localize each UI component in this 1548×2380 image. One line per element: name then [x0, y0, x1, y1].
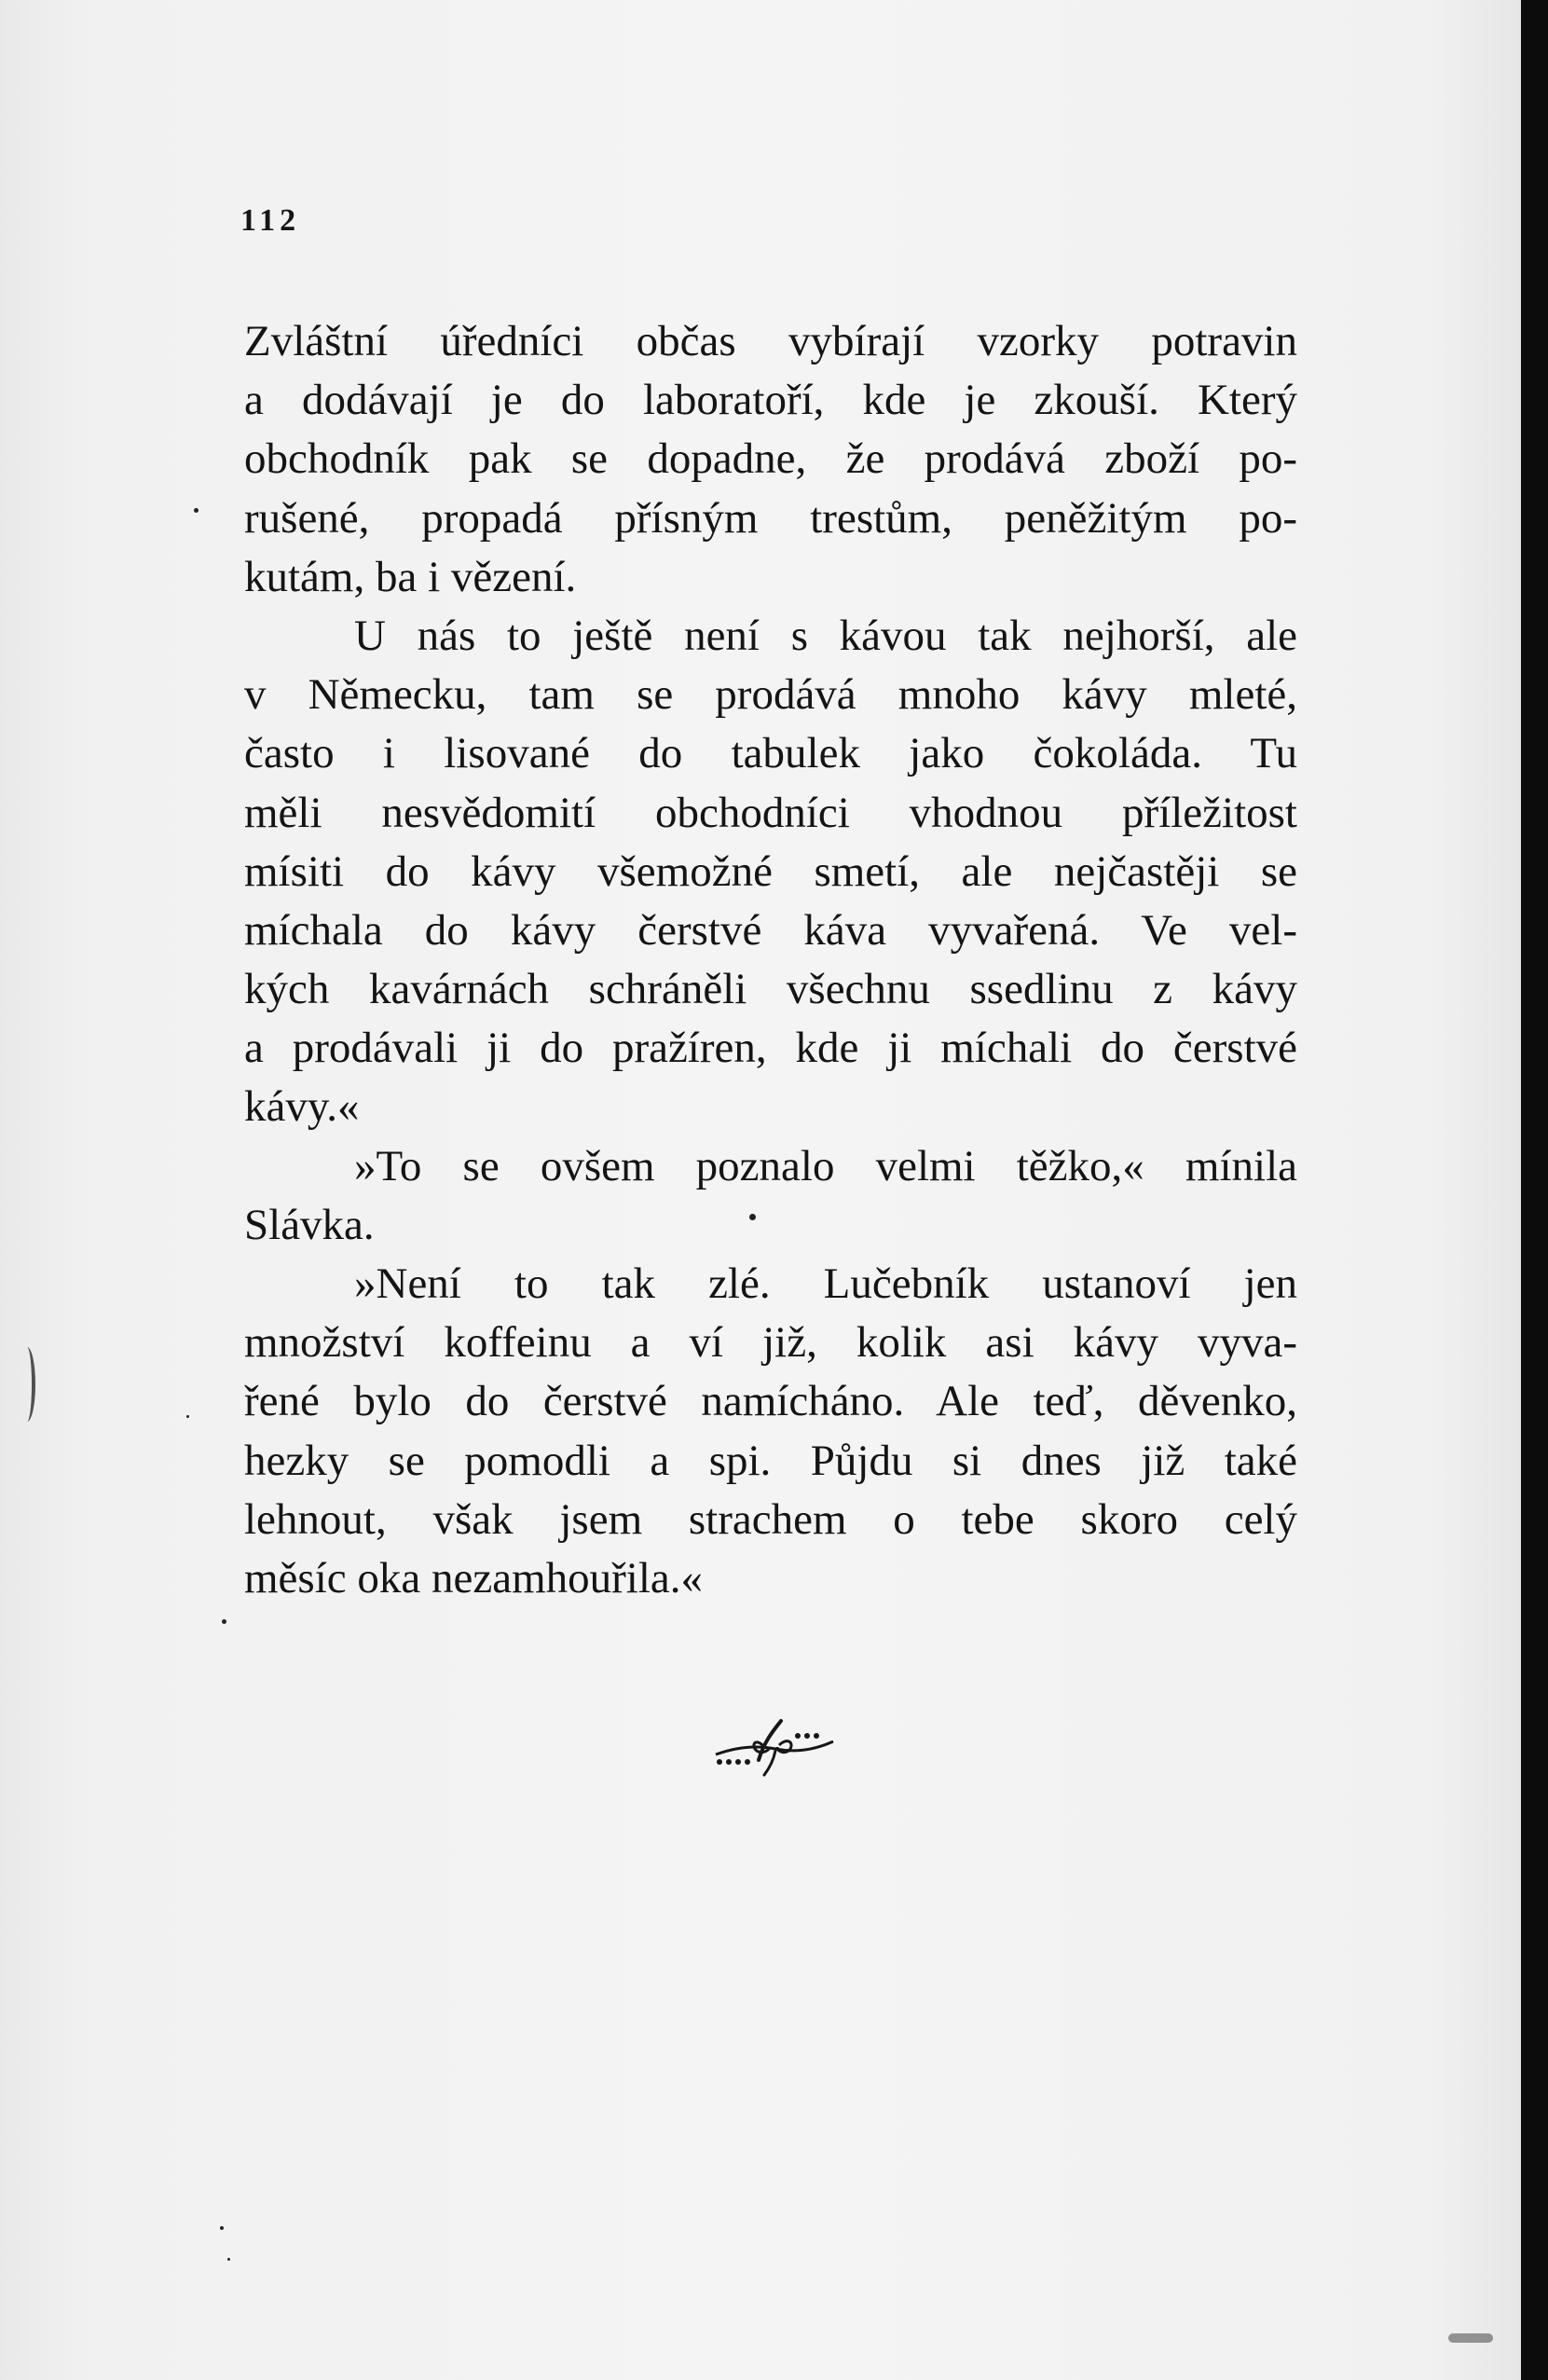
text-line: kutám, ba i vězení.: [244, 552, 577, 601]
text-line: v Německu, tam se prodává mnoho kávy mleté,: [244, 670, 1297, 720]
text-line: řené bylo do čerstvé namícháno. Ale teď, děvenko,: [244, 1377, 1297, 1426]
text-line: množství koffeinu a ví již, kolik asi kávy vyva-: [244, 1318, 1297, 1368]
body-text: [244, 312, 1297, 1608]
text-line: Zvláštní úředníci občas vybírají vzorky potravin: [244, 317, 1297, 365]
ink-speck: [186, 1415, 189, 1418]
ink-speck: [749, 1214, 756, 1220]
page-number: 112: [240, 203, 301, 238]
text-line: U nás to ještě není s kávou tak nejhorší, ale: [354, 611, 1297, 660]
fleuron-ornament-icon: [708, 1713, 839, 1779]
corner-smudge: [1448, 2333, 1493, 2343]
text-line: často i lisované do tabulek jako čokoláda. Tu: [244, 729, 1297, 778]
binding-mark: [19, 1347, 35, 1422]
text-line: kých kavárnách schráněli všechnu ssedlinu z kávy: [244, 965, 1297, 1014]
ink-speck: [194, 508, 199, 513]
text-line: Slávka.: [244, 1200, 375, 1249]
ink-speck: [222, 1619, 226, 1624]
text-line: měsíc oka nezamhouřila.«: [244, 1553, 704, 1603]
text-line: »Není to tak zlé. Lučebník ustanoví jen: [354, 1259, 1297, 1308]
ink-speck: [227, 2258, 230, 2261]
text-line: rušené, propadá přísným trestům, peněžitým po-: [244, 493, 1297, 543]
text-line: měli nesvědomití obchodníci vhodnou příležitost: [244, 788, 1297, 837]
text-line: lehnout, však jsem strachem o tebe skoro celý: [244, 1494, 1297, 1544]
text-line: a prodávali ji do pražíren, kde ji míchali do čerstvé: [244, 1024, 1297, 1073]
text-line: a dodávají je do laboratoří, kde je zkouší. Který: [244, 376, 1297, 425]
text-line: hezky se pomodli a spi. Půjdu si dnes již také: [244, 1436, 1297, 1485]
ink-speck: [220, 2226, 224, 2230]
text-line: mísiti do kávy všemožné smetí, ale nejčastěji se: [244, 846, 1297, 896]
text-line: míchala do kávy čerstvé káva vyvařená. Ve vel-: [244, 905, 1297, 955]
text-line: obchodník pak se dopadne, že prodává zboží po-: [244, 434, 1297, 484]
text-line: kávy.«: [244, 1082, 360, 1132]
text-line: »To se ovšem poznalo velmi těžko,« mínila: [354, 1141, 1297, 1190]
